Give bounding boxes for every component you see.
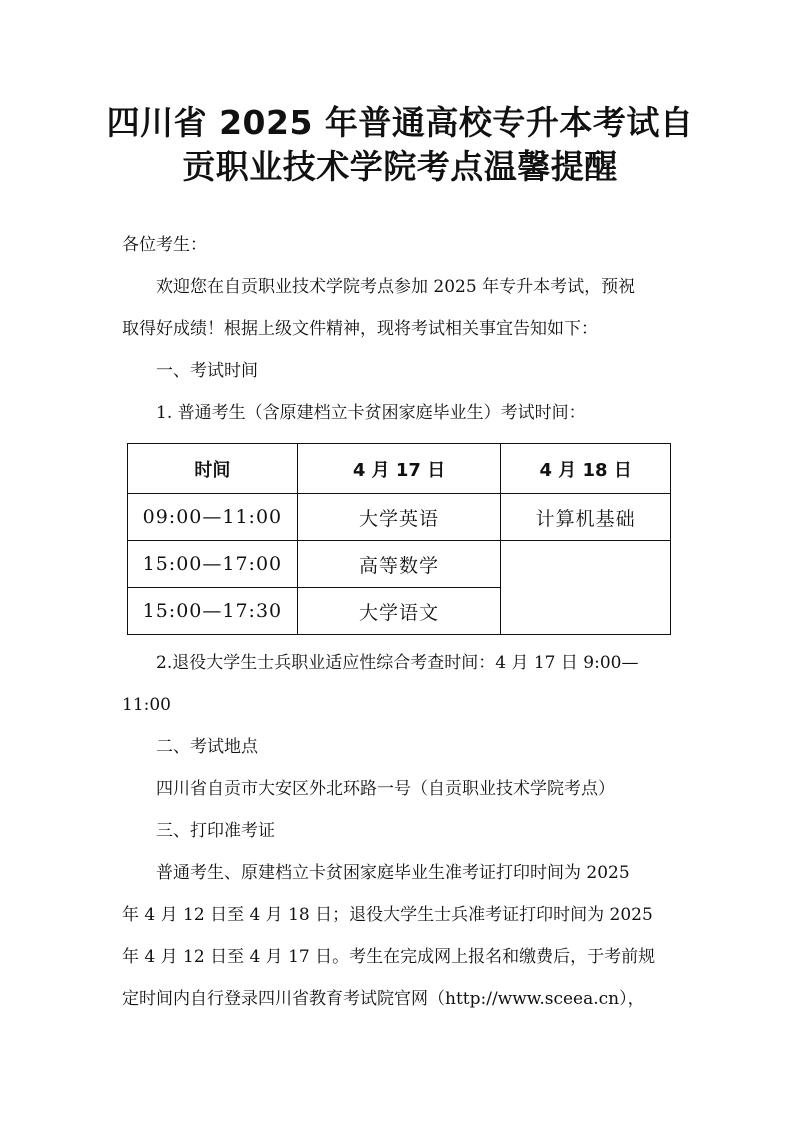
section-1-heading: 一、考试时间	[156, 361, 258, 381]
table-row	[128, 494, 671, 541]
exam-time-item-2-line-1: 2.退役大学生士兵职业适应性综合考查时间：4 月 17 日 9:00—	[156, 653, 639, 673]
exam-time-item-2-line-2: 11:00	[122, 695, 171, 715]
print-info-line-1: 普通考生、原建档立卡贫困家庭毕业生准考证打印时间为 2025	[156, 863, 630, 883]
intro-line-1: 欢迎您在自贡职业技术学院考点参加 2025 年专升本考试，预祝	[156, 277, 636, 297]
time-cell: 15:00—17:30	[128, 588, 298, 635]
header-apr18: 4 月 18 日	[501, 444, 671, 494]
apr17-subject-cell: 高等数学	[297, 541, 501, 588]
time-cell: 15:00—17:00	[128, 541, 298, 588]
print-info-line-2: 年 4 月 12 日至 4 月 18 日；退役大学生士兵准考证打印时间为 2025	[122, 905, 653, 925]
print-info-line-4: 定时间内自行登录四川省教育考试院官网（http://www.sceea.cn），	[122, 989, 645, 1009]
time-cell: 09:00—11:00	[128, 494, 298, 541]
exam-time-item-1: 1. 普通考生（含原建档立卡贫困家庭毕业生）考试时间：	[156, 403, 586, 423]
print-info-line-3: 年 4 月 12 日至 4 月 17 日。考生在完成网上报名和缴费后，于考前规	[122, 947, 656, 967]
table-header-row	[128, 444, 671, 494]
header-apr17: 4 月 17 日	[297, 444, 501, 494]
apr17-subject-cell: 大学语文	[297, 588, 501, 635]
title-line-2: 贡职业技术学院考点温馨提醒	[182, 147, 618, 186]
greeting: 各位考生：	[122, 235, 207, 255]
section-2-heading: 二、考试地点	[156, 737, 258, 757]
exam-address: 四川省自贡市大安区外北环路一号（自贡职业技术学院考点）	[156, 779, 615, 799]
apr18-subject-cell: 计算机基础	[501, 494, 671, 541]
exam-schedule-table	[127, 443, 671, 635]
intro-line-2: 取得好成绩！根据上级文件精神，现将考试相关事宜告知如下：	[122, 319, 598, 339]
section-3-heading: 三、打印准考证	[156, 821, 275, 841]
apr18-empty-cell	[501, 541, 671, 635]
title-line-1: 四川省 2025 年普通高校专升本考试自	[106, 103, 694, 142]
apr17-subject-cell: 大学英语	[297, 494, 501, 541]
header-time: 时间	[128, 444, 298, 494]
table-row	[128, 541, 671, 588]
